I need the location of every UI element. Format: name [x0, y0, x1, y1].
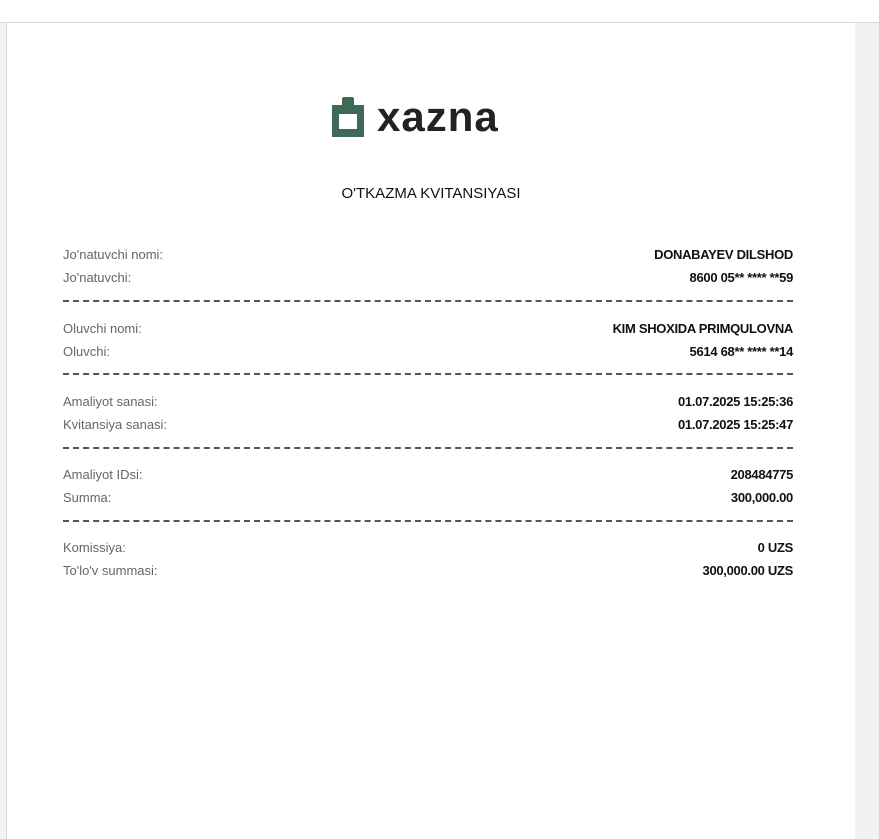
sender-card-value: 8600 05** **** **59	[689, 270, 793, 285]
receiver-card-value: 5614 68** **** **14	[689, 344, 793, 359]
operation-date-label: Amaliyot sanasi:	[63, 394, 158, 409]
sender-name-value: DONABAYEV DILSHOD	[654, 247, 793, 262]
detail-row	[63, 340, 793, 363]
detail-row	[63, 536, 793, 559]
amount-label: Summa:	[63, 490, 112, 505]
operation-id-value: 208484775	[730, 467, 793, 482]
brand-logo	[332, 93, 499, 140]
commission-label: Komissiya:	[63, 540, 126, 555]
operation-date-value: 01.07.2025 15:25:36	[677, 394, 793, 409]
payment-total-label: To'lo'v summasi:	[63, 563, 158, 578]
receiver-card-label: Oluvchi:	[63, 344, 110, 359]
detail-row	[63, 317, 793, 340]
operation-id-label: Amaliyot IDsi:	[63, 467, 143, 482]
sender-card-label: Jo'natuvchi:	[63, 270, 132, 285]
dashed-separator	[63, 373, 793, 375]
detail-row	[63, 486, 793, 509]
receipt-title: O'TKAZMA KVITANSIYASI	[341, 185, 521, 202]
receiver-section	[63, 317, 793, 363]
receipt-page	[6, 23, 856, 839]
dashed-separator	[63, 447, 793, 449]
detail-row	[63, 463, 793, 486]
commission-value: 0 UZS	[757, 540, 793, 555]
sender-section	[63, 243, 793, 289]
vertical-scrollbar[interactable]	[855, 23, 879, 839]
detail-row	[63, 413, 793, 436]
totals-section	[63, 536, 793, 582]
receiver-name-label: Oluvchi nomi:	[63, 321, 142, 336]
detail-row	[63, 559, 793, 582]
dashed-separator	[63, 520, 793, 522]
receipt-date-label: Kvitansiya sanasi:	[63, 417, 168, 432]
brand-name: xazna	[377, 93, 499, 140]
receipt-date-value: 01.07.2025 15:25:47	[677, 417, 793, 432]
detail-row	[63, 390, 793, 413]
amount-value: 300,000.00	[730, 490, 793, 505]
shopping-bag-icon	[332, 97, 364, 137]
sender-name-label: Jo'natuvchi nomi:	[63, 247, 164, 262]
receiver-name-value: KIM SHOXIDA PRIMQULOVNA	[612, 321, 793, 336]
dates-section	[63, 390, 793, 436]
payment-total-value: 300,000.00 UZS	[702, 563, 793, 578]
amount-section	[63, 463, 793, 509]
detail-row	[63, 266, 793, 289]
detail-row	[63, 243, 793, 266]
top-bar	[0, 0, 879, 23]
dashed-separator	[63, 300, 793, 302]
